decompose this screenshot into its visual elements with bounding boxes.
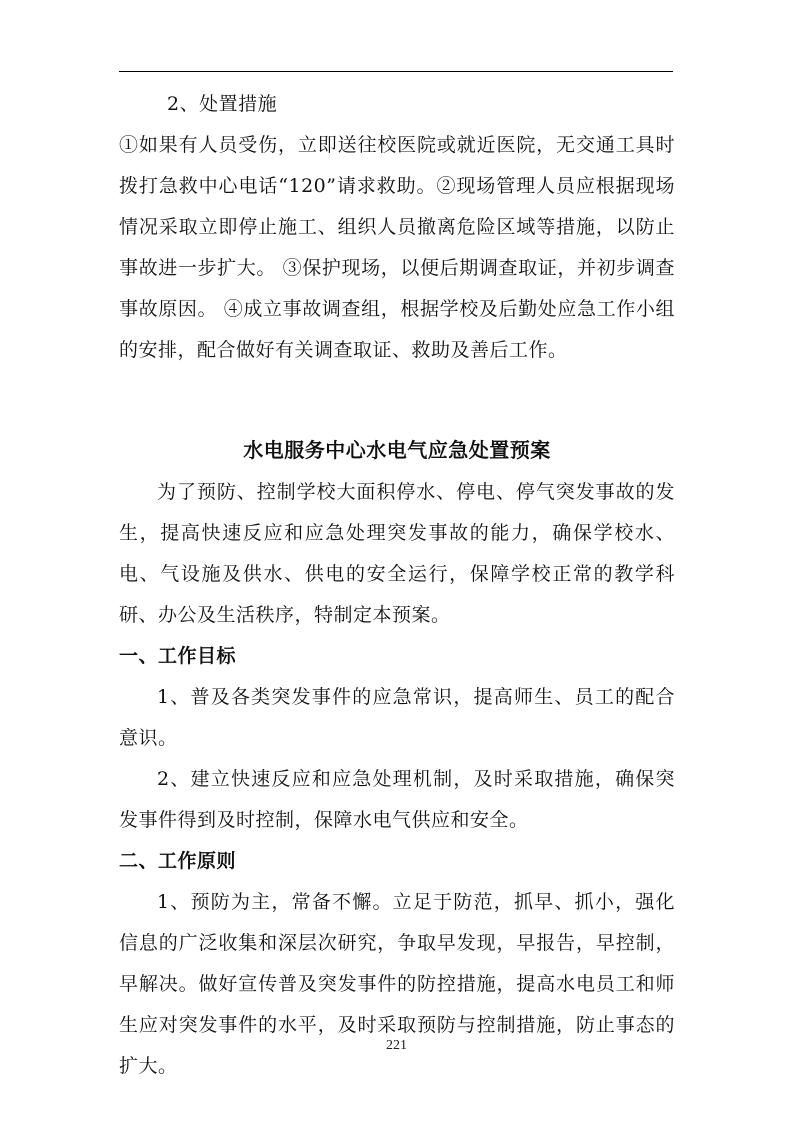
document-title: 水电服务中心水电气应急处置预案 [243, 438, 551, 462]
list-item: 1、预防为主，常备不懈。立足于防范，抓早、抓小，强化信息的广泛收集和深层次研究，争取早发现，早报告，早控制，早解决。做好宣传普及突发事件的防控措施，提高水电员工和师生应对突发事件的水平，及时采取预防与控制措施，防止事态的扩大。 [119, 891, 675, 1077]
intro-paragraph: 为了预防、控制学校大面积停水、停电、停气突发事故的发生，提高快速反应和应急处理突发事故的能力，确保学校水、电、气设施及供水、供电的安全运行，保障学校正常的教学科研、办公及生活秩序，特制定本预案。 [119, 481, 675, 626]
subsection-heading: 2、处置措施 [167, 93, 278, 115]
section-heading-goals: 一、工作目标 [119, 645, 237, 667]
list-item: 2、建立快速反应和应急处理机制，及时采取措施，确保突发事件得到及时控制，保障水电气供应和安全。 [119, 768, 675, 831]
page-content [119, 84, 675, 1087]
list-item: 1、普及各类突发事件的应急常识，提高师生、员工的配合意识。 [119, 686, 675, 749]
body-paragraph: ①如果有人员受伤，立即送往校医院或就近医院，无交通工具时拨打急救中心电话“120”请求救助。②现场管理人员应根据现场情况采取立即停止施工、组织人员撤离危险区域等措施，以防止事故进一步扩大。 ③保护现场，以便后期调查取证，并初步调查事故原因。 ④成立事故调查组，根据学校及后勤处应急工作小组的安排，配合做好有关调查取证、救助及善后工作。 [119, 134, 675, 361]
header-rule [119, 71, 673, 72]
section-heading-principles: 二、工作原则 [119, 850, 237, 872]
page-number: 221 [386, 1038, 407, 1053]
